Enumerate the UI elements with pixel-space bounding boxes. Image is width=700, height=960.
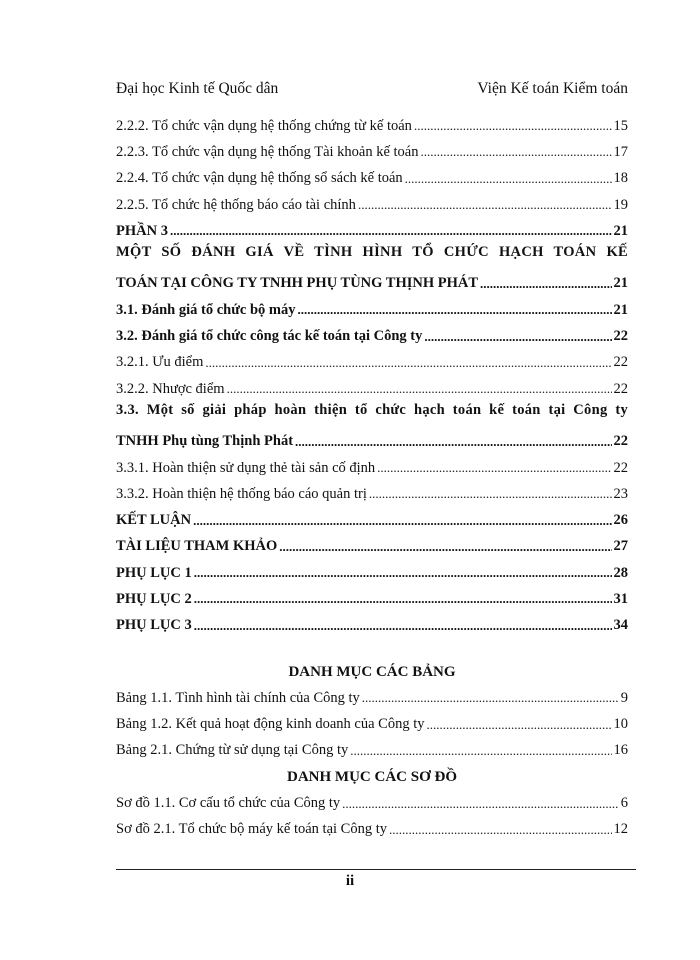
diagrams-list-title: DANH MỤC CÁC SƠ ĐỒ [287, 768, 457, 785]
leader-dots [298, 302, 612, 318]
leader-dots [426, 717, 611, 733]
toc-entry-page: 21 [613, 301, 628, 318]
leader-dots [421, 144, 612, 160]
leader-dots [227, 381, 612, 397]
leader-dots [358, 197, 612, 213]
toc-entry-text: 3.2.2. Nhược điểm [116, 380, 225, 397]
toc-entry-text: 2.2.4. Tổ chức vận dụng hệ thống sổ sách kế toán [116, 170, 403, 187]
toc-entry [116, 481, 628, 507]
toc-entry-text: 3.1. Đánh giá tổ chức bộ máy [116, 301, 296, 318]
diagram-list-item-page: 12 [613, 821, 628, 838]
toc-entry [116, 507, 628, 533]
header-university: Đại học Kinh tế Quốc dân [116, 80, 279, 97]
table-list-item [116, 738, 628, 764]
toc-entry [116, 218, 628, 244]
toc-entry-text: 3.2. Đánh giá tổ chức công tác kế toán tại Công ty [116, 328, 423, 345]
leader-dots [362, 690, 619, 706]
toc-entry [116, 166, 628, 192]
table-list-item [116, 712, 628, 738]
leader-dots [193, 513, 611, 529]
toc-entry [116, 139, 628, 165]
leader-dots [369, 486, 612, 502]
leader-dots [279, 539, 611, 555]
table-of-contents [116, 113, 628, 843]
leader-dots [194, 618, 612, 634]
toc-entry-page: 22 [613, 380, 628, 397]
toc-entry [116, 297, 628, 323]
toc-entry-text: 3.3.2. Hoàn thiện hệ thống báo cáo quản trị [116, 485, 367, 502]
toc-entry-text: 2.2.5. Tổ chức hệ thống báo cáo tài chính [116, 196, 356, 213]
page-number: ii [345, 873, 355, 889]
footer-divider [116, 869, 636, 870]
leader-dots [205, 355, 611, 371]
toc-entry-text: TÀI LIỆU THAM KHẢO [116, 538, 278, 555]
table-list-item-page: 9 [620, 689, 628, 706]
table-list-item-text: Bảng 1.2. Kết quả hoạt động kinh doanh của Công ty [116, 716, 425, 733]
toc-entry-page: 19 [613, 196, 628, 213]
table-list-item-page: 16 [613, 742, 628, 759]
diagram-list-item [116, 817, 628, 843]
toc-entry-page: 21 [613, 222, 628, 239]
toc-entry-text: 2.2.2. Tổ chức vận dụng hệ thống chứng từ kế toán [116, 117, 412, 134]
toc-entry-page: 28 [613, 564, 628, 581]
toc-entry-page: 26 [613, 512, 628, 529]
toc-entry-text: PHỤ LỤC 3 [116, 617, 192, 634]
toc-entry-text: 3.2.1. Ưu điểm [116, 354, 204, 371]
toc-entry [116, 586, 628, 612]
toc-entry [116, 192, 628, 218]
toc-entry-page: 22 [613, 433, 628, 450]
toc-entry-page: 17 [613, 143, 628, 160]
toc-entry [116, 376, 628, 402]
toc-entry [116, 350, 628, 376]
toc-entry-page: 18 [613, 170, 628, 187]
diagram-list-item-page: 6 [620, 795, 628, 812]
toc-entry-text: 3.3.1. Hoàn thiện sử dụng thẻ tài sản cố định [116, 459, 376, 476]
leader-dots [405, 171, 612, 187]
toc-entry-page: 22 [613, 459, 628, 476]
toc-entry [116, 271, 628, 297]
toc-entry-text: KẾT LUẬN [116, 512, 192, 529]
diagram-list-item [116, 790, 628, 816]
toc-entry [116, 113, 628, 139]
toc-entry [116, 455, 628, 481]
leader-dots [424, 329, 611, 345]
header-institute: Viện Kế toán Kiểm toán [477, 80, 628, 97]
table-list-item-text: Bảng 2.1. Chứng từ sử dụng tại Công ty [116, 742, 349, 759]
tables-list-title: DANH MỤC CÁC BẢNG [288, 663, 456, 680]
leader-dots [377, 460, 611, 476]
toc-entry [116, 534, 628, 560]
toc-entry-page: 27 [613, 538, 628, 555]
toc-entry [116, 613, 628, 639]
toc-entry-heading: MỘT SỐ ĐÁNH GIÁ VỀ TÌNH HÌNH TỔ CHỨC HẠCH TOÁN KẾ [116, 244, 628, 261]
table-list-item [116, 685, 628, 711]
leader-dots [342, 796, 619, 812]
toc-entry-heading: 3.3. Một số giải pháp hoàn thiện tổ chức hạch toán kế toán tại Công ty [116, 402, 628, 419]
toc-entry [116, 429, 628, 455]
toc-entry [116, 560, 628, 586]
leader-dots [194, 591, 612, 607]
toc-entry-text: 2.2.3. Tổ chức vận dụng hệ thống Tài khoản kế toán [116, 143, 419, 160]
leader-dots [480, 276, 611, 292]
table-list-item-page: 10 [613, 716, 628, 733]
toc-entry-page: 15 [613, 117, 628, 134]
toc-entry-text: PHẦN 3 [116, 222, 168, 239]
toc-entry-text: PHỤ LỤC 2 [116, 590, 192, 607]
leader-dots [389, 822, 612, 838]
toc-entry-page: 31 [613, 590, 628, 607]
toc-entry-page: 23 [613, 485, 628, 502]
toc-entry-page: 34 [613, 617, 628, 634]
toc-entry-page: 21 [613, 275, 628, 292]
spacer [116, 639, 628, 659]
toc-entry-text: TNHH Phụ tùng Thịnh Phát [116, 433, 294, 450]
toc-entry-text: PHỤ LỤC 1 [116, 564, 192, 581]
page-header [116, 80, 628, 102]
toc-entry [116, 323, 628, 349]
leader-dots [295, 434, 611, 450]
leader-dots [194, 565, 612, 581]
leader-dots [170, 223, 612, 239]
toc-entry-page: 22 [613, 328, 628, 345]
leader-dots [350, 743, 611, 759]
table-list-item-text: Bảng 1.1. Tình hình tài chính của Công ty [116, 689, 360, 706]
toc-entry-text: TOÁN TẠI CÔNG TY TNHH PHỤ TÙNG THỊNH PHÁT [116, 275, 479, 292]
leader-dots [414, 118, 612, 134]
toc-entry-page: 22 [613, 354, 628, 371]
diagram-list-item-text: Sơ đồ 2.1. Tổ chức bộ máy kế toán tại Công ty [116, 821, 387, 838]
diagram-list-item-text: Sơ đồ 1.1. Cơ cấu tổ chức của Công ty [116, 795, 341, 812]
